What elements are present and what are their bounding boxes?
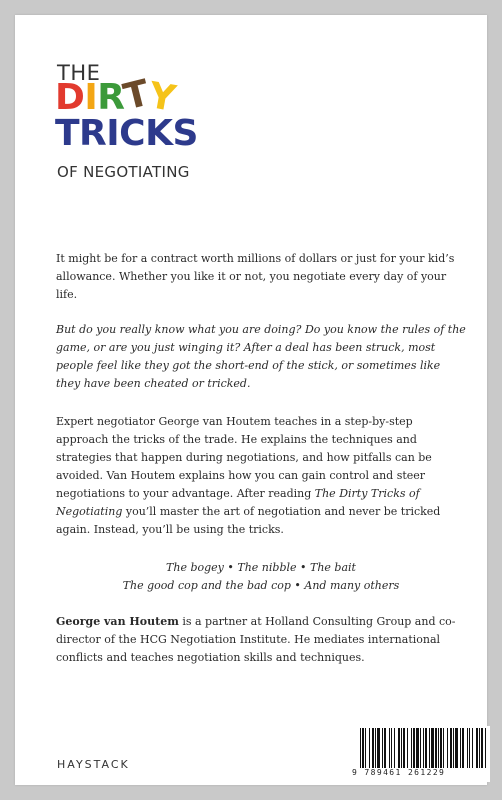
barcode-bar xyxy=(467,728,468,768)
barcode-bar xyxy=(384,728,386,768)
barcode-bar xyxy=(360,728,361,768)
barcode-bar xyxy=(447,728,448,768)
barcode-bar xyxy=(420,728,421,768)
title-letter-d: D xyxy=(55,77,85,118)
barcode-bar xyxy=(423,728,424,768)
publisher-logo: HAYSTACK xyxy=(57,758,130,771)
blurb-paragraph-3 xyxy=(56,413,466,539)
book-title-inline: The Dirty Tricks of Negotiating xyxy=(56,487,420,518)
title-letter-t: T xyxy=(119,72,153,119)
barcode-bar xyxy=(455,728,458,768)
author-bio xyxy=(56,613,466,667)
barcode-bar xyxy=(394,728,395,768)
blurb-paragraph-3-start: Expert negotiator George van Houtem teaches in a step-by-step approach the tricks of the trade. He explains the techniques and strategies that happen during negotiations, and how pitfalls can be avoided. Van Houtem explains how you can gain control and steer negotiations to your advantage. After reading xyxy=(56,415,432,500)
barcode-bar xyxy=(453,728,454,768)
blurb-paragraph-1: It might be for a contract worth millions of dollars or just for your kid’s allowance. Whether you like it or not, you negotiate every day of your life. xyxy=(56,252,455,301)
barcode-bars xyxy=(352,726,490,770)
title-letter-i: I xyxy=(84,77,98,118)
barcode-bar xyxy=(389,728,390,768)
blurb-paragraph-2: But do you really know what you are doing? Do you know the rules of the game, or are you just winging it? After a deal has been struck, most people feel like they got the short-end of the stick, or sometimes like they have been cheated or tricked. xyxy=(56,323,466,390)
tricks-line-1: The bogey • The nibble • The bait xyxy=(166,561,356,574)
barcode-bar xyxy=(391,728,392,768)
title-the: THE xyxy=(57,61,101,85)
barcode-bar xyxy=(469,728,470,768)
title-letter-y: Y xyxy=(145,75,178,120)
barcode-bar xyxy=(479,728,480,768)
barcode-bar xyxy=(377,728,380,768)
barcode-bar xyxy=(481,728,483,768)
barcode-bar xyxy=(411,728,412,768)
author-name: George van Houtem xyxy=(56,615,179,628)
barcode-bar xyxy=(365,728,366,768)
barcode-bar xyxy=(485,728,486,768)
barcode-number: 9 789461 261229 xyxy=(352,768,446,777)
title-subtitle: OF NEGOTIATING xyxy=(57,163,190,181)
barcode-bar xyxy=(438,728,439,768)
barcode-bar xyxy=(472,728,473,768)
back-cover xyxy=(15,15,487,785)
tricks-list xyxy=(56,559,466,595)
barcode-bar xyxy=(450,728,452,768)
title-letter-r: R xyxy=(97,77,125,118)
author-bio-text: is a partner at Holland Consulting Group and co-director of the HCG Negotiation Institute. He mediates international conflicts and teaches negotiation skills and techniques. xyxy=(56,615,456,664)
barcode-bar xyxy=(416,728,419,768)
barcode-bar xyxy=(398,728,400,768)
barcode-bar xyxy=(375,728,376,768)
barcode-bar xyxy=(460,728,461,768)
barcode-bar xyxy=(476,728,478,768)
barcode xyxy=(352,726,490,782)
tricks-line-2: The good cop and the bad cop • And many others xyxy=(122,579,400,592)
barcode-bar xyxy=(372,728,374,768)
barcode-bar xyxy=(440,728,442,768)
blurb-paragraph-3-end: you’ll master the art of negotiation and never be tricked again. Instead, you’ll be using the tricks. xyxy=(56,505,441,536)
barcode-bar xyxy=(407,728,408,768)
barcode-bar xyxy=(435,728,437,768)
barcode-bar xyxy=(425,728,427,768)
barcode-bar xyxy=(413,728,415,768)
barcode-bar xyxy=(403,728,405,768)
barcode-bar xyxy=(429,728,430,768)
barcode-bar xyxy=(401,728,402,768)
barcode-bar xyxy=(443,728,444,768)
barcode-bar xyxy=(382,728,383,768)
barcode-bar xyxy=(431,728,434,768)
title-tricks: TRICKS xyxy=(55,113,198,154)
barcode-bar xyxy=(369,728,370,768)
barcode-bar xyxy=(462,728,464,768)
barcode-bar xyxy=(362,728,364,768)
